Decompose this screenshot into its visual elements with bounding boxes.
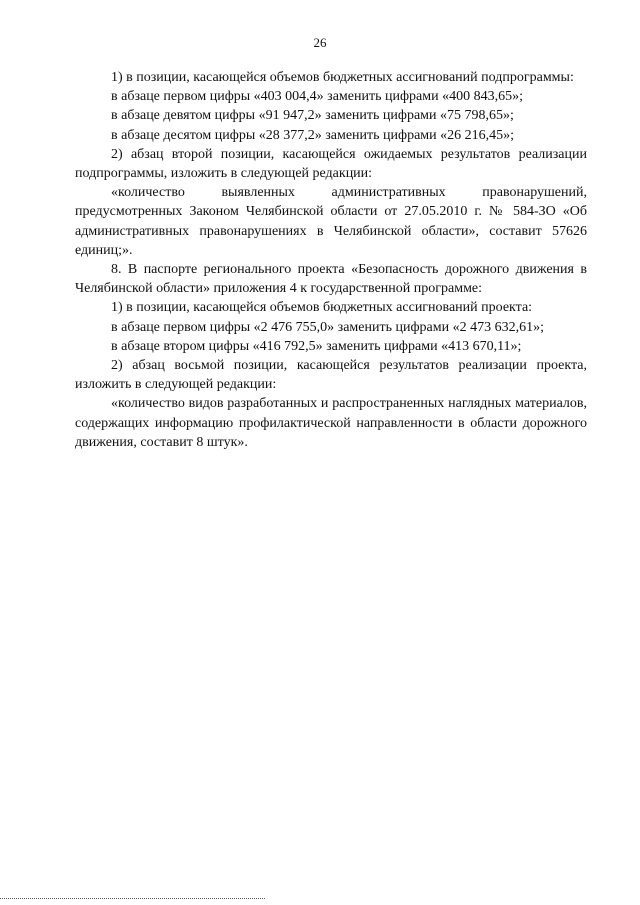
paragraph-quote-violations: «количество выявленных административных правонарушений, предусмотренных Законом Челябинской области от 27.05.2010 г. № 584-ЗО «Об административных правонарушениях в Челябинской области», составит 57626 единиц;». — [75, 185, 587, 258]
paragraph-project-results: 2) абзац восьмой позиции, касающейся результатов реализации проекта, изложить в следующей редакции: — [75, 358, 587, 393]
paragraph-project-second-abzac: в абзаце втором цифры «416 792,5» заменить цифрами «413 670,11»; — [111, 338, 522, 354]
paragraph-budget-position: 1) в позиции, касающейся объемов бюджетных ассигнований подпрограммы: — [111, 70, 574, 85]
paragraph-quote-materials: «количество видов разработанных и распространенных наглядных материалов, содержащих информацию профилактической направленности в области дорожного движения, составит 8 штук». — [75, 396, 587, 450]
paragraph-ninth-abzac: в абзаце девятом цифры «91 947,2» заменить цифрами «75 798,65»; — [111, 108, 514, 124]
paragraph-tenth-abzac: в абзаце десятом цифры «28 377,2» заменить цифрами «26 216,45»; — [111, 127, 515, 143]
paragraph-expected-results: 2) абзац второй позиции, касающейся ожидаемых результатов реализации подпрограммы, изложить в следующей редакции: — [75, 146, 587, 182]
bottom-divider — [0, 898, 265, 899]
paragraph-project-budget: 1) в позиции, касающейся объемов бюджетных ассигнований проекта: — [111, 300, 533, 316]
paragraph-first-abzac: в абзаце первом цифры «403 004,4» заменить цифрами «400 843,65»; — [111, 89, 523, 105]
document-body — [75, 68, 587, 452]
paragraph-project-first-abzac: в абзаце первом цифры «2 476 755,0» заменить цифрами «2 473 632,61»; — [111, 319, 544, 335]
page-number: 26 — [313, 35, 327, 50]
paragraph-section-8: 8. В паспорте регионального проекта «Безопасность дорожного движения в Челябинской области» приложения 4 к государственной программе: — [75, 262, 587, 297]
